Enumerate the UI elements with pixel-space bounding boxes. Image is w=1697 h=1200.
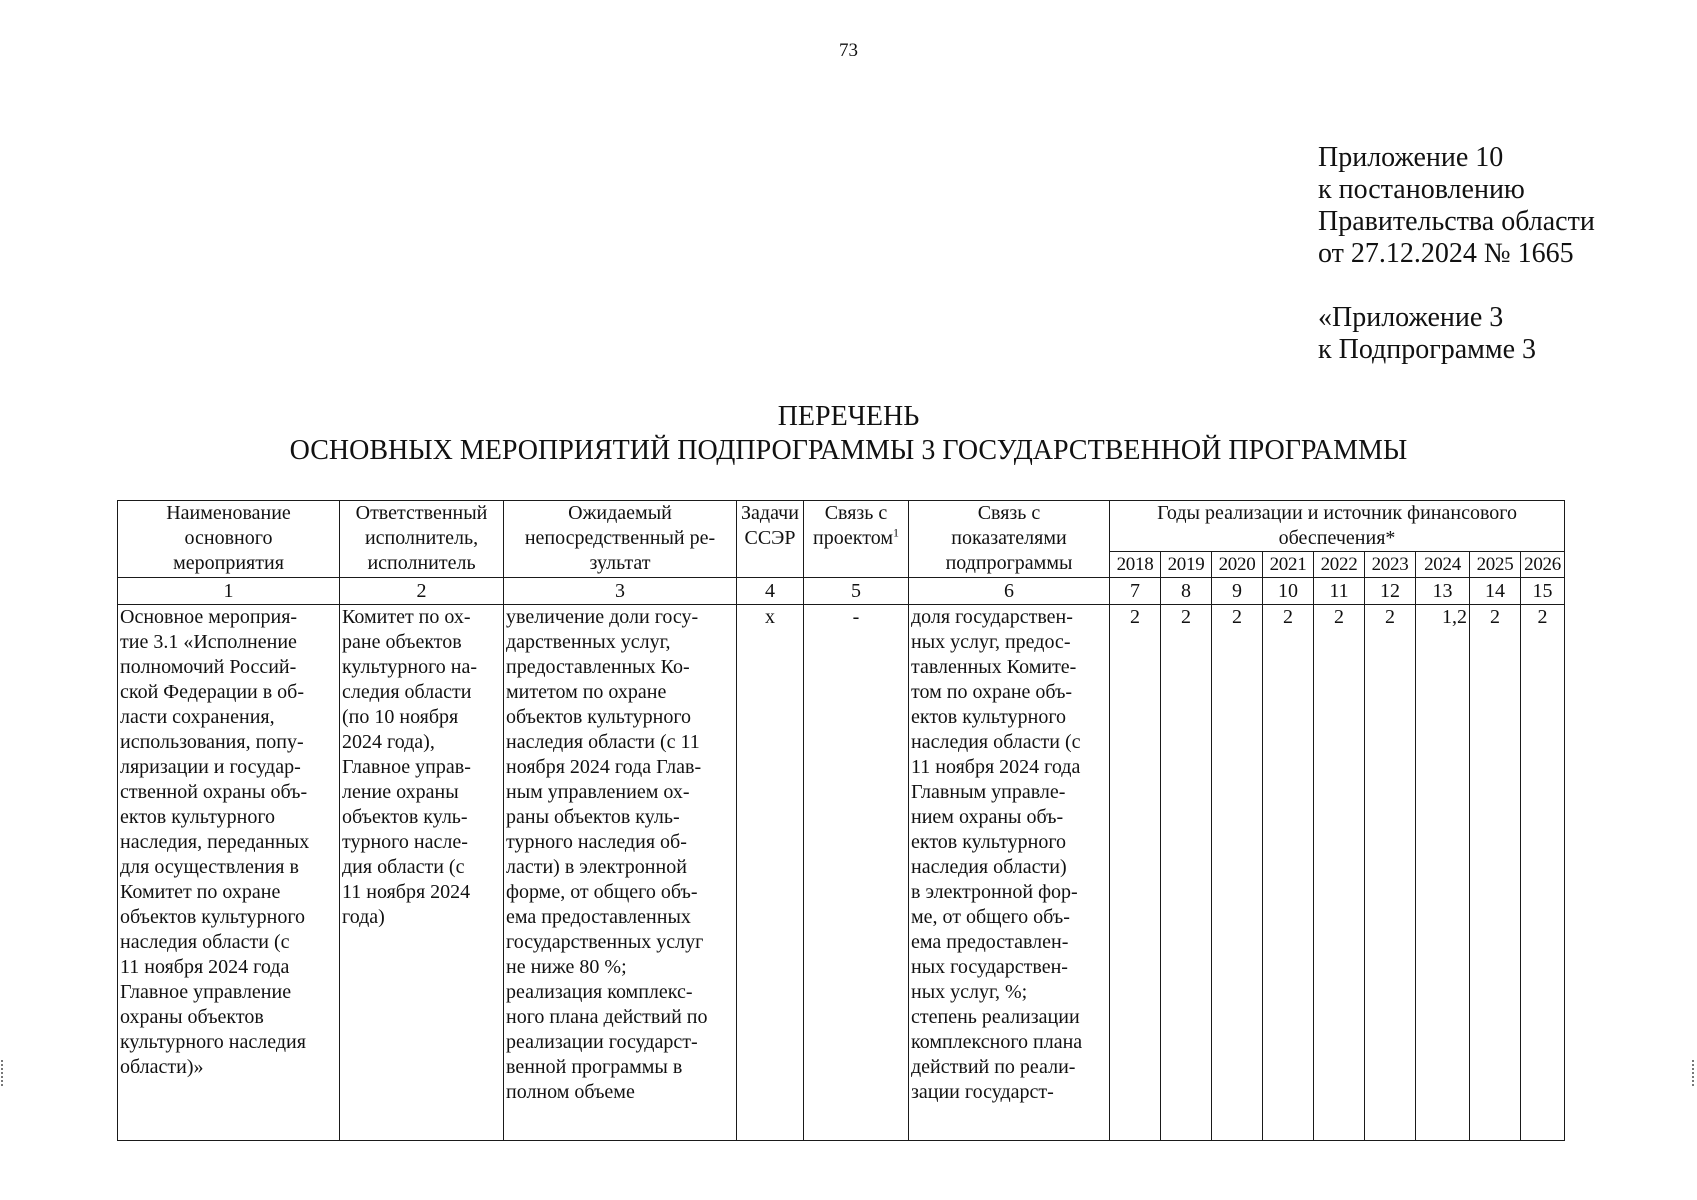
cell-line: культурного наследия bbox=[120, 1031, 306, 1053]
sub-attachment-line: к Подпрограмме 3 bbox=[1318, 334, 1537, 365]
table-row bbox=[118, 605, 1565, 1141]
cell-line: комплексного плана bbox=[911, 1031, 1083, 1053]
cell-line: дарственных услуг, bbox=[506, 631, 671, 653]
header-project-line2: проектом$^1$ bbox=[812, 525, 900, 549]
cell-line: турного наследия об- bbox=[506, 831, 687, 853]
cell-line: ской Федерации в об- bbox=[120, 681, 305, 703]
attachment-line: от 27.12.2024 № 1665 bbox=[1318, 238, 1574, 269]
cell-line: турного насле- bbox=[342, 831, 468, 853]
expected-result-cell bbox=[504, 605, 737, 1141]
footnote-marker: 1 bbox=[893, 525, 900, 540]
cell-line: форме, от общего объ- bbox=[506, 881, 698, 903]
cell-line: (по 10 ноября bbox=[342, 706, 459, 728]
year-value-cell: 2 bbox=[1470, 605, 1521, 1141]
header-years-group: Годы реализации и источник финансового обеспечения* bbox=[1110, 501, 1565, 552]
cell-line: ема предоставлен- bbox=[911, 931, 1069, 953]
cell-line: области)» bbox=[120, 1056, 204, 1078]
cell-line: ме, от общего объ- bbox=[911, 906, 1070, 928]
cell-line: венной программы в bbox=[506, 1056, 683, 1078]
header-result: Ожидаемый непосредственный ре- зультат bbox=[504, 501, 737, 578]
year-value-cell: 2 bbox=[1314, 605, 1365, 1141]
cell-line: ных услуг, %; bbox=[911, 981, 1028, 1003]
project-link-cell: - bbox=[804, 605, 909, 1141]
cell-line: Главное управление bbox=[120, 981, 292, 1003]
cell-line: предоставленных Ко- bbox=[506, 656, 690, 678]
cell-line: ране объектов bbox=[342, 631, 462, 653]
document-title bbox=[0, 400, 1697, 468]
column-number: 12 bbox=[1365, 578, 1416, 605]
cell-line: ектов культурного bbox=[911, 831, 1067, 853]
executor-cell bbox=[340, 605, 504, 1141]
year-value-cell: 2 bbox=[1521, 605, 1565, 1141]
column-number: 7 bbox=[1110, 578, 1161, 605]
header-name: Наименование основного мероприятия bbox=[118, 501, 340, 578]
column-number: 4 bbox=[737, 578, 804, 605]
header-year: 2022 bbox=[1314, 552, 1365, 578]
cell-line: объектов куль- bbox=[342, 806, 468, 828]
cell-line: объектов культурного bbox=[120, 906, 306, 928]
header-year: 2026 bbox=[1521, 552, 1565, 578]
cell-line: нием охраны объ- bbox=[911, 806, 1064, 828]
cell-line: ноября 2024 года Глав- bbox=[506, 756, 702, 778]
cell-line: Основное мероприя- bbox=[120, 606, 298, 628]
activity-name-cell bbox=[118, 605, 340, 1141]
header-year: 2019 bbox=[1161, 552, 1212, 578]
activities-table bbox=[117, 500, 1565, 1141]
header-project-text: Связь с bbox=[824, 502, 888, 524]
column-number: 2 bbox=[340, 578, 504, 605]
cell-line: ным управлением ох- bbox=[506, 781, 690, 803]
cell-line: ных государствен- bbox=[911, 956, 1068, 978]
column-numbers-row bbox=[118, 578, 1565, 605]
page-number: 73 bbox=[839, 40, 858, 61]
cell-line: ектов культурного bbox=[911, 706, 1067, 728]
indicators-cell bbox=[909, 605, 1110, 1141]
cell-line: ласти сохранения, bbox=[120, 706, 275, 728]
cell-line: не ниже 80 %; bbox=[506, 956, 627, 978]
cell-line: увеличение доли госу- bbox=[506, 606, 699, 628]
year-value-cell: 2 bbox=[1212, 605, 1263, 1141]
attachment-line: к постановлению bbox=[1318, 174, 1525, 205]
cell-line: в электронной фор- bbox=[911, 881, 1078, 903]
cell-line: ление охраны bbox=[342, 781, 459, 803]
column-number: 8 bbox=[1161, 578, 1212, 605]
cell-line: раны объектов куль- bbox=[506, 806, 680, 828]
cell-line: ных услуг, предос- bbox=[911, 631, 1071, 653]
header-indicators: Связь с показателями подпрограммы bbox=[909, 501, 1110, 578]
cell-line: реализации государст- bbox=[506, 1031, 698, 1053]
cell-line: ляризации и государ- bbox=[120, 756, 301, 778]
attachment-line: Приложение 10 bbox=[1318, 142, 1504, 173]
attachment-block bbox=[1318, 142, 1595, 366]
cell-line: 2024 года), bbox=[342, 731, 435, 753]
cell-line: 11 ноября 2024 bbox=[342, 881, 471, 903]
column-number: 10 bbox=[1263, 578, 1314, 605]
cell-line: наследия области) bbox=[911, 856, 1067, 878]
cell-line: полном объеме bbox=[506, 1081, 635, 1103]
header-year: 2025 bbox=[1470, 552, 1521, 578]
cell-line: дия области (с bbox=[342, 856, 465, 878]
column-number: 14 bbox=[1470, 578, 1521, 605]
cell-line: тавленных Комите- bbox=[911, 656, 1077, 678]
cell-line: том по охране объ- bbox=[911, 681, 1073, 703]
cell-line: степень реализации bbox=[911, 1006, 1080, 1028]
cell-line: Главное управ- bbox=[342, 756, 471, 778]
header-year: 2024 bbox=[1416, 552, 1470, 578]
title-line-1: ПЕРЕЧЕНЬ bbox=[777, 401, 920, 432]
cell-line: Главным управле- bbox=[911, 781, 1066, 803]
sub-attachment-line: «Приложение 3 bbox=[1318, 302, 1504, 333]
cell-line: года) bbox=[342, 906, 385, 928]
header-project bbox=[804, 501, 909, 578]
year-value-cell: 2 bbox=[1110, 605, 1161, 1141]
header-tasks: Задачи ССЭР bbox=[737, 501, 804, 578]
column-number: 5 bbox=[804, 578, 909, 605]
cell-line: наследия области (с bbox=[120, 931, 290, 953]
cell-line: полномочий Россий- bbox=[120, 656, 297, 678]
cell-line: наследия, переданных bbox=[120, 831, 310, 853]
header-year: 2023 bbox=[1365, 552, 1416, 578]
cell-line: зации государст- bbox=[911, 1081, 1054, 1103]
cell-line: ственной охраны объ- bbox=[120, 781, 308, 803]
cell-line: действий по реали- bbox=[911, 1056, 1076, 1078]
header-year: 2021 bbox=[1263, 552, 1314, 578]
column-number: 9 bbox=[1212, 578, 1263, 605]
year-value-cell: 2 bbox=[1263, 605, 1314, 1141]
cell-line: 11 ноября 2024 года bbox=[911, 756, 1081, 778]
scan-edge-mark-left bbox=[1, 1060, 5, 1086]
attachment-line: Правительства области bbox=[1318, 206, 1595, 237]
cell-line: реализация комплекс- bbox=[506, 981, 693, 1003]
cell-line: для осуществления в bbox=[120, 856, 299, 878]
cell-line: наследия области (с 11 bbox=[506, 731, 700, 753]
column-number: 1 bbox=[118, 578, 340, 605]
cell-line: использования, попу- bbox=[120, 731, 304, 753]
cell-line: следия области bbox=[342, 681, 472, 703]
year-value-cell: 2 bbox=[1365, 605, 1416, 1141]
column-number: 11 bbox=[1314, 578, 1365, 605]
cell-line: Комитет по ох- bbox=[342, 606, 471, 628]
cell-line: тие 3.1 «Исполнение bbox=[120, 631, 297, 653]
cell-line: охраны объектов bbox=[120, 1006, 264, 1028]
cell-line: объектов культурного bbox=[506, 706, 692, 728]
tasks-cell: х bbox=[737, 605, 804, 1141]
cell-line: ного плана действий по bbox=[506, 1006, 708, 1028]
title-line-2: ОСНОВНЫХ МЕРОПРИЯТИЙ ПОДПРОГРАММЫ 3 ГОСУДАРСТВЕННОЙ ПРОГРАММЫ bbox=[289, 435, 1408, 466]
column-number: 15 bbox=[1521, 578, 1565, 605]
cell-line: культурного на- bbox=[342, 656, 478, 678]
column-number: 13 bbox=[1416, 578, 1470, 605]
cell-line: ласти) в электронной bbox=[506, 856, 687, 878]
column-number: 6 bbox=[909, 578, 1110, 605]
cell-line: наследия области (с bbox=[911, 731, 1081, 753]
year-value-cell: 2 bbox=[1161, 605, 1212, 1141]
header-row bbox=[118, 501, 1565, 552]
cell-line: ема предоставленных bbox=[506, 906, 691, 928]
header-executor: Ответственный исполнитель, исполнитель bbox=[340, 501, 504, 578]
cell-line: государственных услуг bbox=[506, 931, 704, 953]
scan-edge-mark-right bbox=[1692, 1060, 1696, 1086]
column-number: 3 bbox=[504, 578, 737, 605]
header-year: 2018 bbox=[1110, 552, 1161, 578]
year-value-cell: 1,2 bbox=[1416, 605, 1470, 1141]
attachment-spacer bbox=[1318, 270, 1595, 302]
cell-line: митетом по охране bbox=[506, 681, 667, 703]
cell-line: 11 ноября 2024 года bbox=[120, 956, 290, 978]
cell-line: доля государствен- bbox=[911, 606, 1073, 628]
cell-line: ектов культурного bbox=[120, 806, 276, 828]
cell-line: Комитет по охране bbox=[120, 881, 281, 903]
header-year: 2020 bbox=[1212, 552, 1263, 578]
